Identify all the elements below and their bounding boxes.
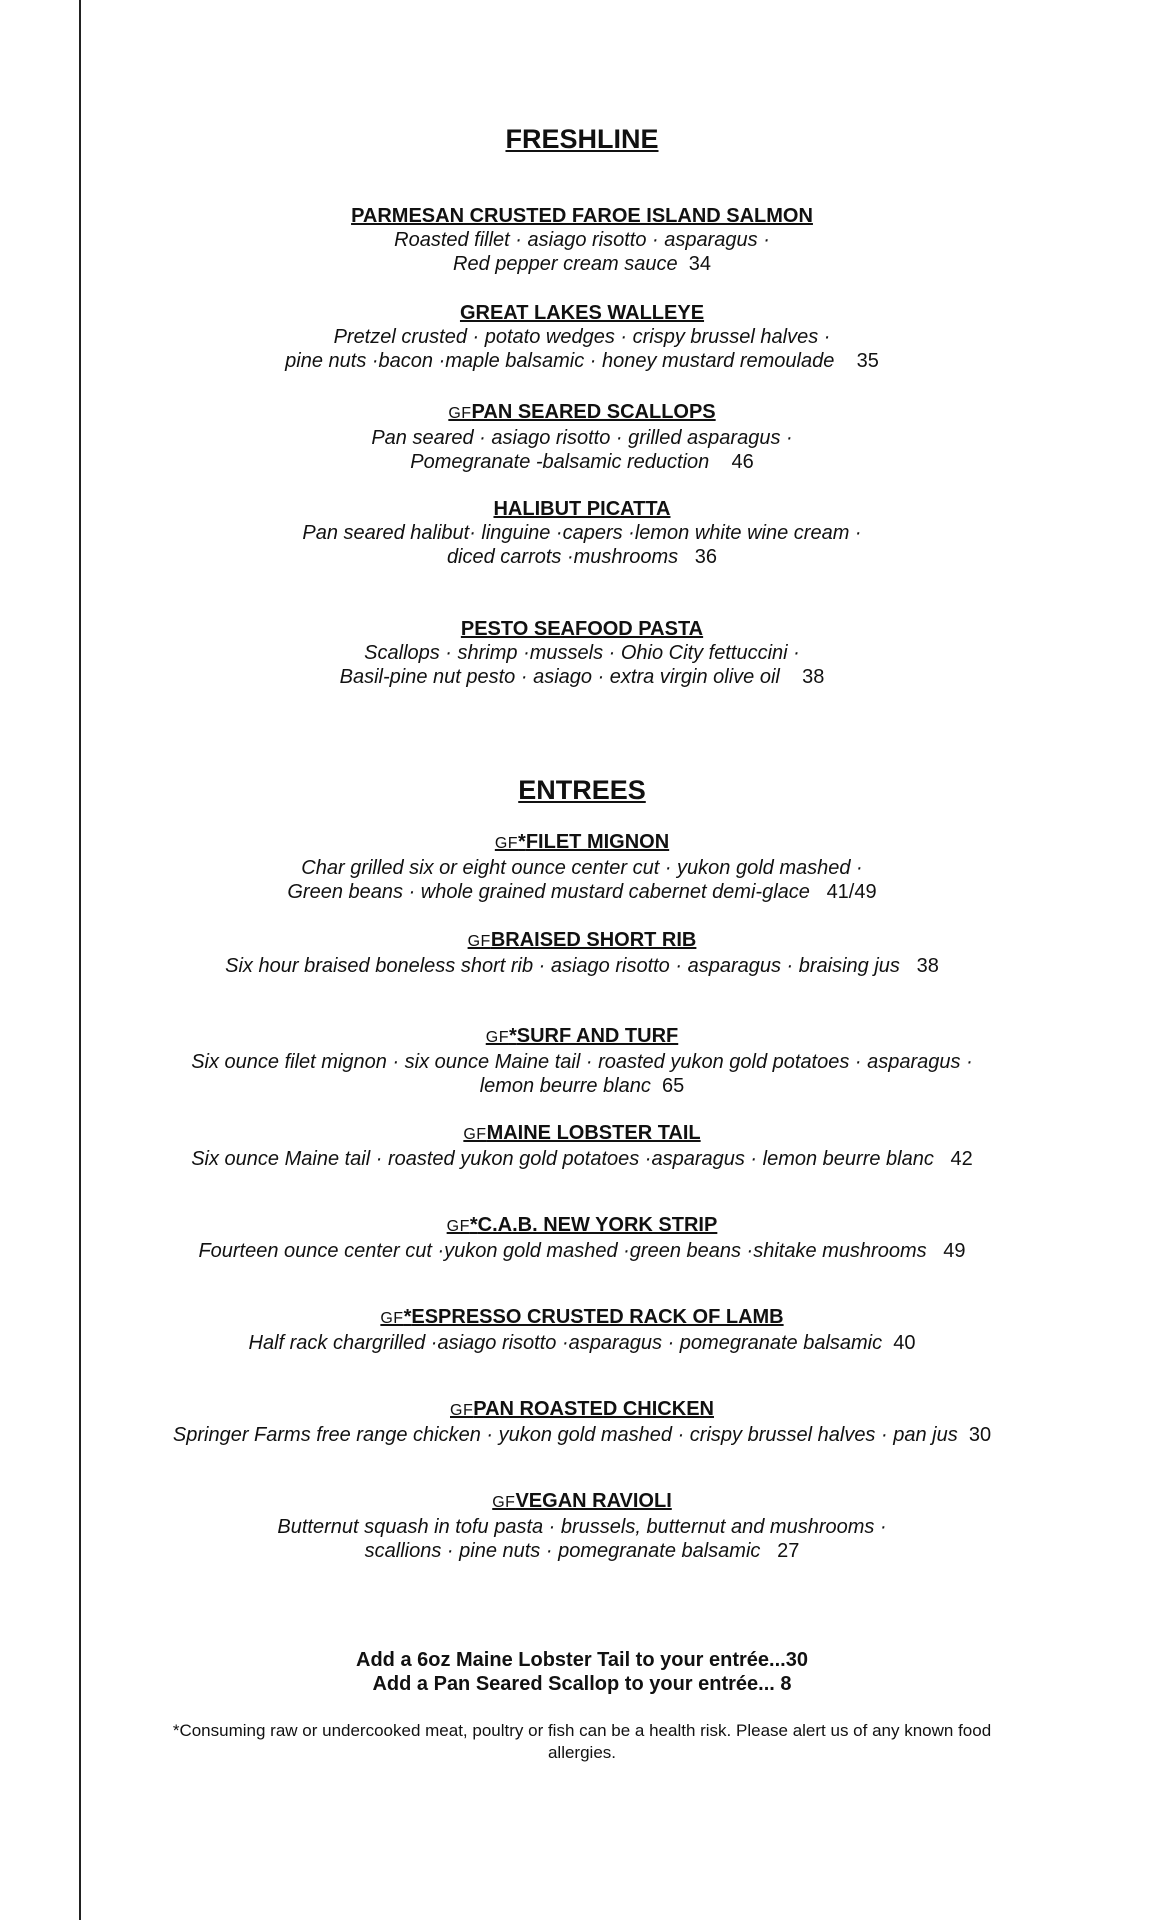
item-price: 38 [802,666,825,688]
section-freshline-heading [100,124,1064,155]
item-price: 36 [694,546,718,568]
item-price: 65 [662,1075,685,1097]
item-name: C.A.B. NEW YORK STRIP [477,1214,718,1236]
menu-item-ny-strip [100,1213,1064,1263]
raw-warning-star: * [403,1306,412,1328]
item-price: 30 [968,1424,992,1446]
menu-item-walleye [100,301,1064,373]
item-description: scallions · pine nuts · pomegranate balsamic [364,1540,761,1562]
item-description: Scallops · shrimp ·mussels · Ohio City fettuccini · [364,642,800,664]
item-description: Six ounce Maine tail · roasted yukon gold potatoes ·asparagus · lemon beurre blanc [191,1148,934,1170]
item-description: Pan seared halibut· linguine ·capers ·lemon white wine cream · [302,522,862,544]
item-description: Char grilled six or eight ounce center cut · yukon gold mashed · [301,857,863,879]
item-description: Fourteen ounce center cut ·yukon gold mashed ·green beans ·shitake mushrooms [198,1240,927,1262]
item-name: GREAT LAKES WALLEYE [459,302,705,324]
item-price: 42 [950,1148,973,1170]
menu-item-surf-and-turf [100,1024,1064,1098]
item-description: Six hour braised boneless short rib · asiago risotto · asparagus · braising jus [225,955,900,977]
gluten-free-tag: GF [492,1494,516,1511]
item-description: Roasted fillet · asiago risotto · asparagus · [394,229,770,251]
menu-item-halibut [100,497,1064,569]
gluten-free-tag: GF [448,405,472,422]
gluten-free-tag: GF [467,933,491,950]
menu-item-short-rib [100,928,1064,978]
gluten-free-tag: GF [446,1218,470,1235]
addon-lobster-tail: Add a 6oz Maine Lobster Tail to your entrée...30 [356,1649,808,1671]
item-description: Butternut squash in tofu pasta · brussels, butternut and mushrooms · [277,1516,887,1538]
item-description: Springer Farms free range chicken · yukon gold mashed · crispy brussel halves · pan jus [172,1424,958,1446]
menu-item-salmon [100,204,1064,276]
menu-item-vegan-ravioli [100,1489,1064,1563]
item-description: Green beans · whole grained mustard cabernet demi-glace [287,881,810,903]
gluten-free-tag: GF [494,835,519,852]
item-description: diced carrots ·mushrooms [446,546,679,568]
item-description: lemon beurre blanc [479,1075,651,1097]
menu-item-pesto-pasta [100,617,1064,689]
item-price: 34 [688,253,711,275]
item-name: SURF AND TURF [516,1025,679,1047]
item-description: Six ounce filet mignon · six ounce Maine tail · roasted yukon gold potatoes · asparagus · [191,1051,973,1073]
raw-warning-star: * [508,1025,517,1047]
item-price: 41/49 [826,881,877,903]
item-price: 38 [916,955,939,977]
addon-scallop: Add a Pan Seared Scallop to your entrée... 8 [372,1673,792,1695]
item-price: 46 [731,451,754,473]
item-description: Red pepper cream sauce [453,253,678,275]
menu-item-roasted-chicken [100,1397,1064,1447]
item-name: PESTO SEAFOOD PASTA [460,618,704,640]
item-name: FILET MIGNON [525,831,670,853]
menu-item-rack-of-lamb [100,1305,1064,1355]
menu-item-lobster-tail [100,1121,1064,1171]
section-entrees-heading [100,775,1064,806]
item-name: VEGAN RAVIOLI [515,1490,672,1512]
menu-item-scallops [100,400,1064,474]
item-name: BRAISED SHORT RIB [490,929,697,951]
item-description: pine nuts ·bacon ·maple balsamic · honey mustard remoulade [285,350,835,372]
item-description: Pan seared · asiago risotto · grilled asparagus · [371,427,793,449]
page-margin-rule [79,0,81,1920]
item-price: 27 [777,1540,800,1562]
gluten-free-tag: GF [485,1029,509,1046]
menu-item-filet-mignon [100,830,1064,904]
item-name: HALIBUT PICATTA [493,498,671,520]
item-description: Pomegranate -balsamic reduction [410,451,710,473]
item-description: Half rack chargrilled ·asiago risotto ·asparagus · pomegranate balsamic [248,1332,883,1354]
gluten-free-tag: GF [450,1402,474,1419]
section-title: ENTREES [518,775,646,805]
item-price: 49 [943,1240,966,1262]
addons [100,1648,1064,1696]
disclaimer-line: allergies. [547,1743,617,1762]
raw-warning-star: * [469,1214,478,1236]
item-price: 35 [856,350,879,372]
item-price: 40 [893,1332,916,1354]
item-description: Basil-pine nut pesto · asiago · extra virgin olive oil [339,666,780,688]
item-name: PAN SEARED SCALLOPS [471,401,716,423]
item-description: Pretzel crusted · potato wedges · crispy brussel halves · [333,326,831,348]
health-disclaimer [100,1720,1064,1764]
item-name: ESPRESSO CRUSTED RACK OF LAMB [411,1306,784,1328]
section-title: FRESHLINE [505,124,659,154]
disclaimer-line: *Consuming raw or undercooked meat, poultry or fish can be a health risk. Please alert us of any known food [172,1721,992,1740]
gluten-free-tag: GF [380,1310,404,1327]
gluten-free-tag: GF [463,1126,487,1143]
item-name: PAN ROASTED CHICKEN [473,1398,714,1420]
raw-warning-star: * [518,831,526,853]
item-name: PARMESAN CRUSTED FAROE ISLAND SALMON [351,205,813,227]
item-name: MAINE LOBSTER TAIL [486,1122,701,1144]
